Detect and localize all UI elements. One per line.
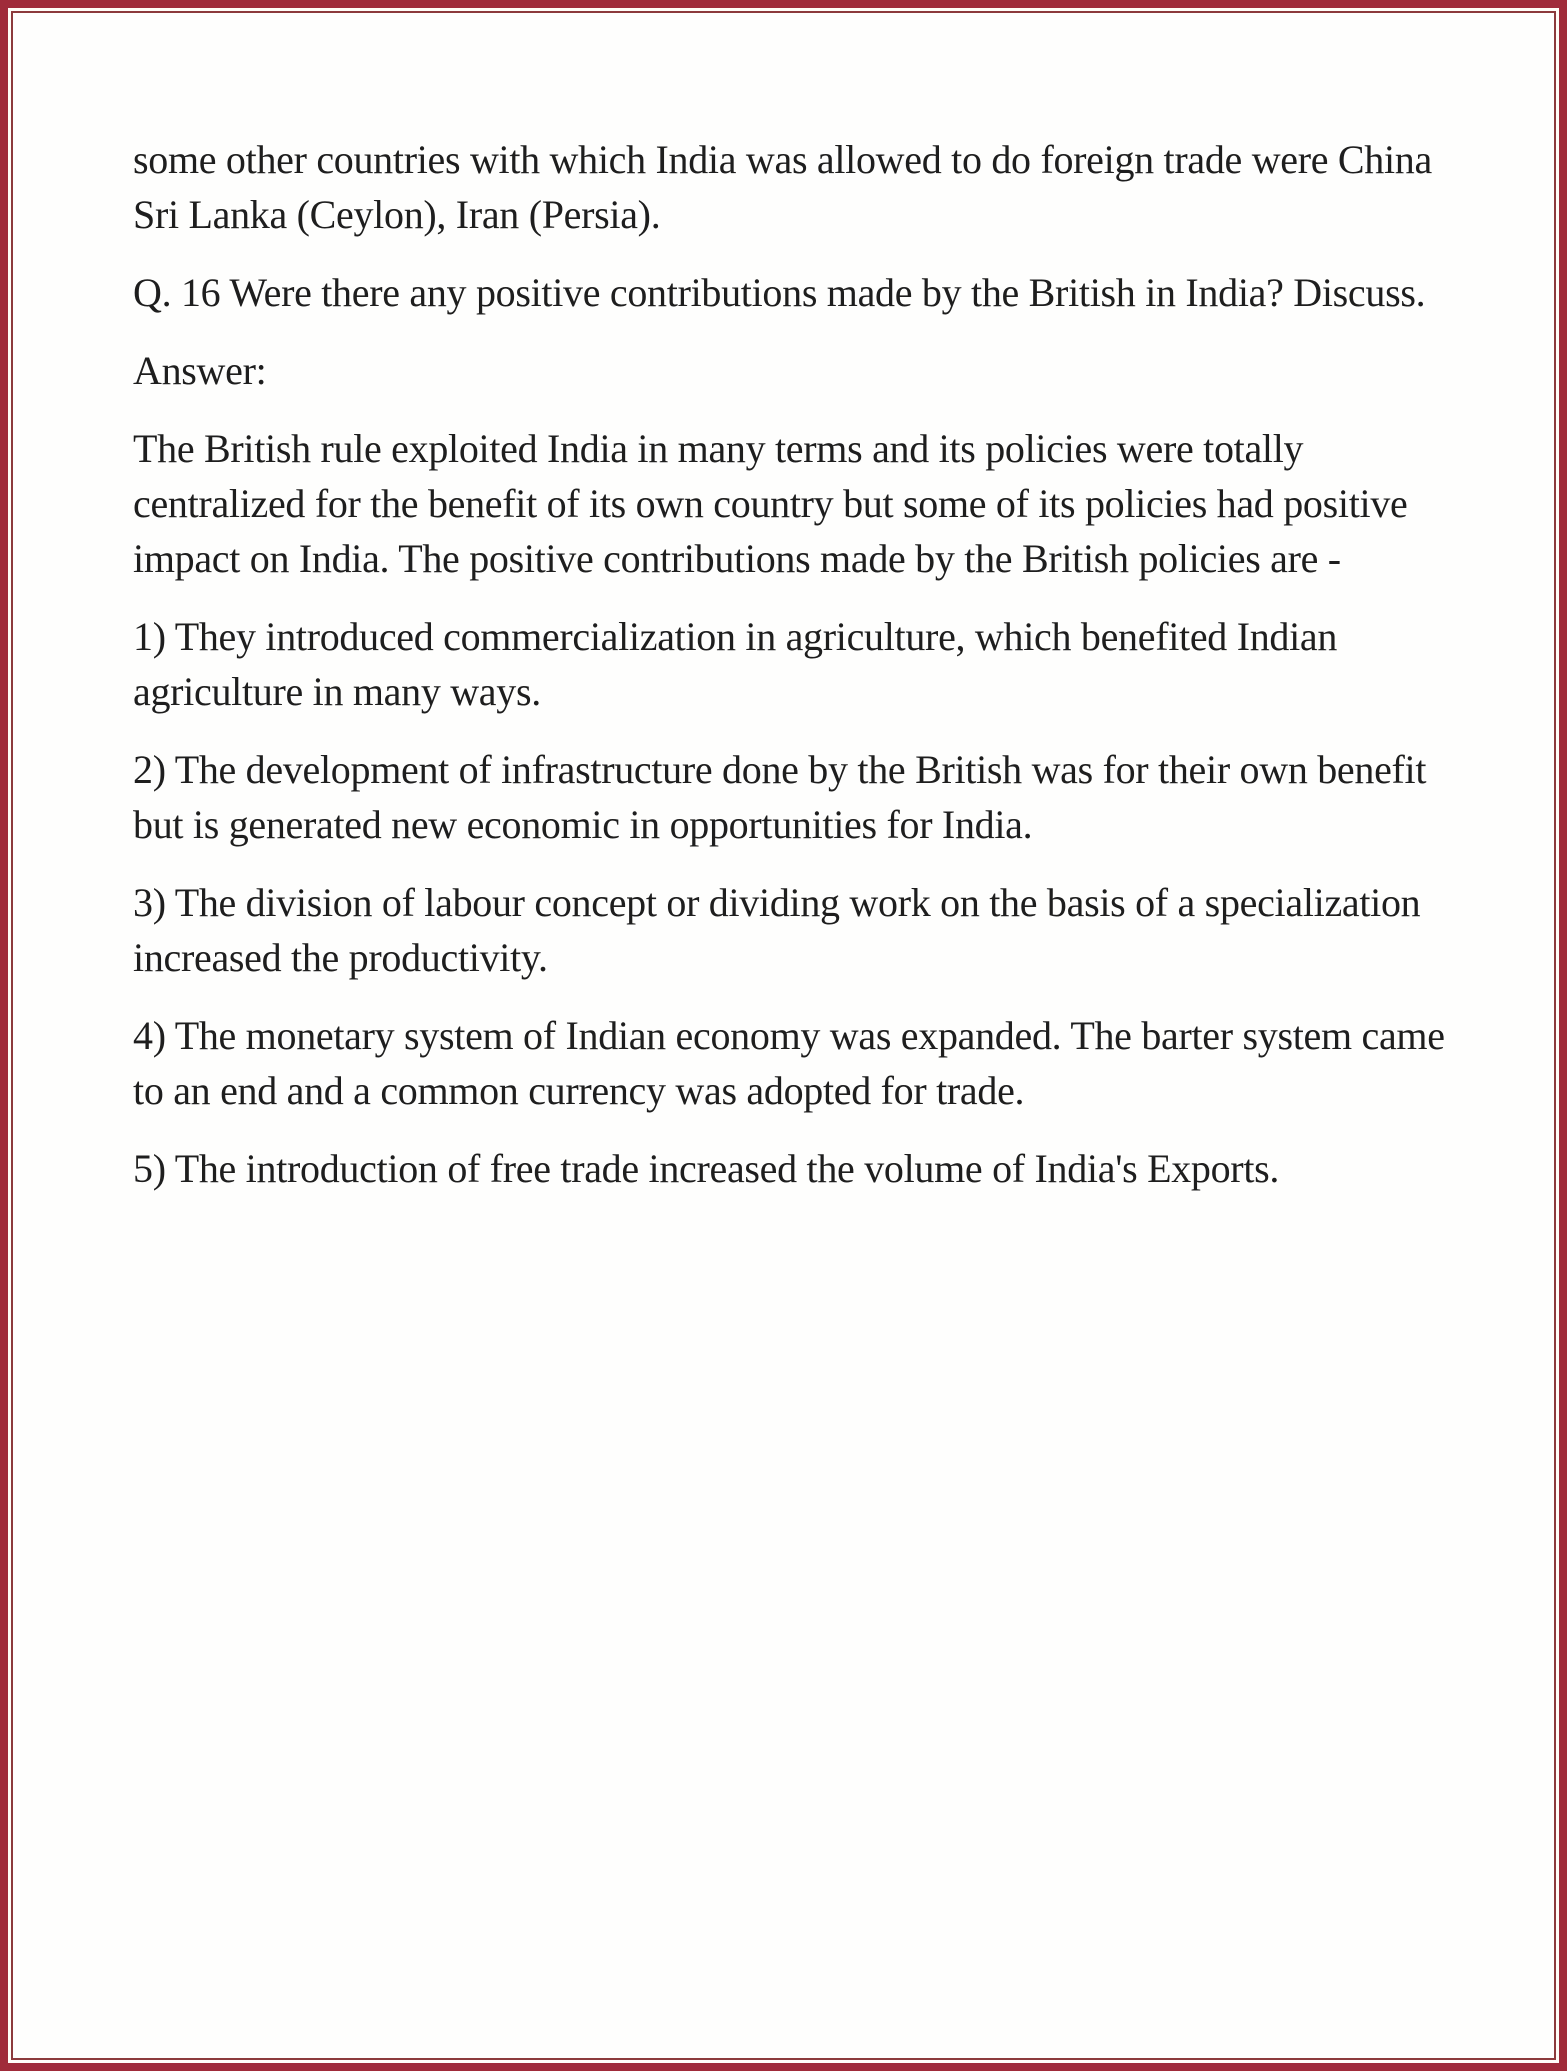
document-body	[133, 132, 1463, 1219]
question-heading: Q. 16 Were there any positive contributions made by the British in India? Discuss.	[133, 270, 1426, 315]
answer-label: Answer:	[133, 348, 267, 393]
list-item-point-1: 1) They introduced commercialization in agriculture, which benefited Indian agriculture in many ways.	[133, 614, 1338, 714]
list-item-point-5: 5) The introduction of free trade increased the volume of India's Exports.	[133, 1146, 1280, 1191]
intro-continuation-paragraph: some other countries with which India was allowed to do foreign trade were China Sri Lanka (Ceylon), Iran (Persia).	[133, 137, 1432, 237]
list-item-point-2: 2) The development of infrastructure done by the British was for their own benefit but is generated new economic in opportunities for India.	[133, 747, 1427, 847]
list-item-point-3: 3) The division of labour concept or dividing work on the basis of a specialization increased the productivity.	[133, 880, 1421, 980]
answer-intro-paragraph: The British rule exploited India in many terms and its policies were totally centralized for the benefit of its own country but some of its policies had positive impact on India. The positive contributions made by the British policies are -	[133, 426, 1408, 581]
list-item-point-4: 4) The monetary system of Indian economy was expanded. The barter system came to an end and a common currency was adopted for trade.	[133, 1013, 1445, 1113]
